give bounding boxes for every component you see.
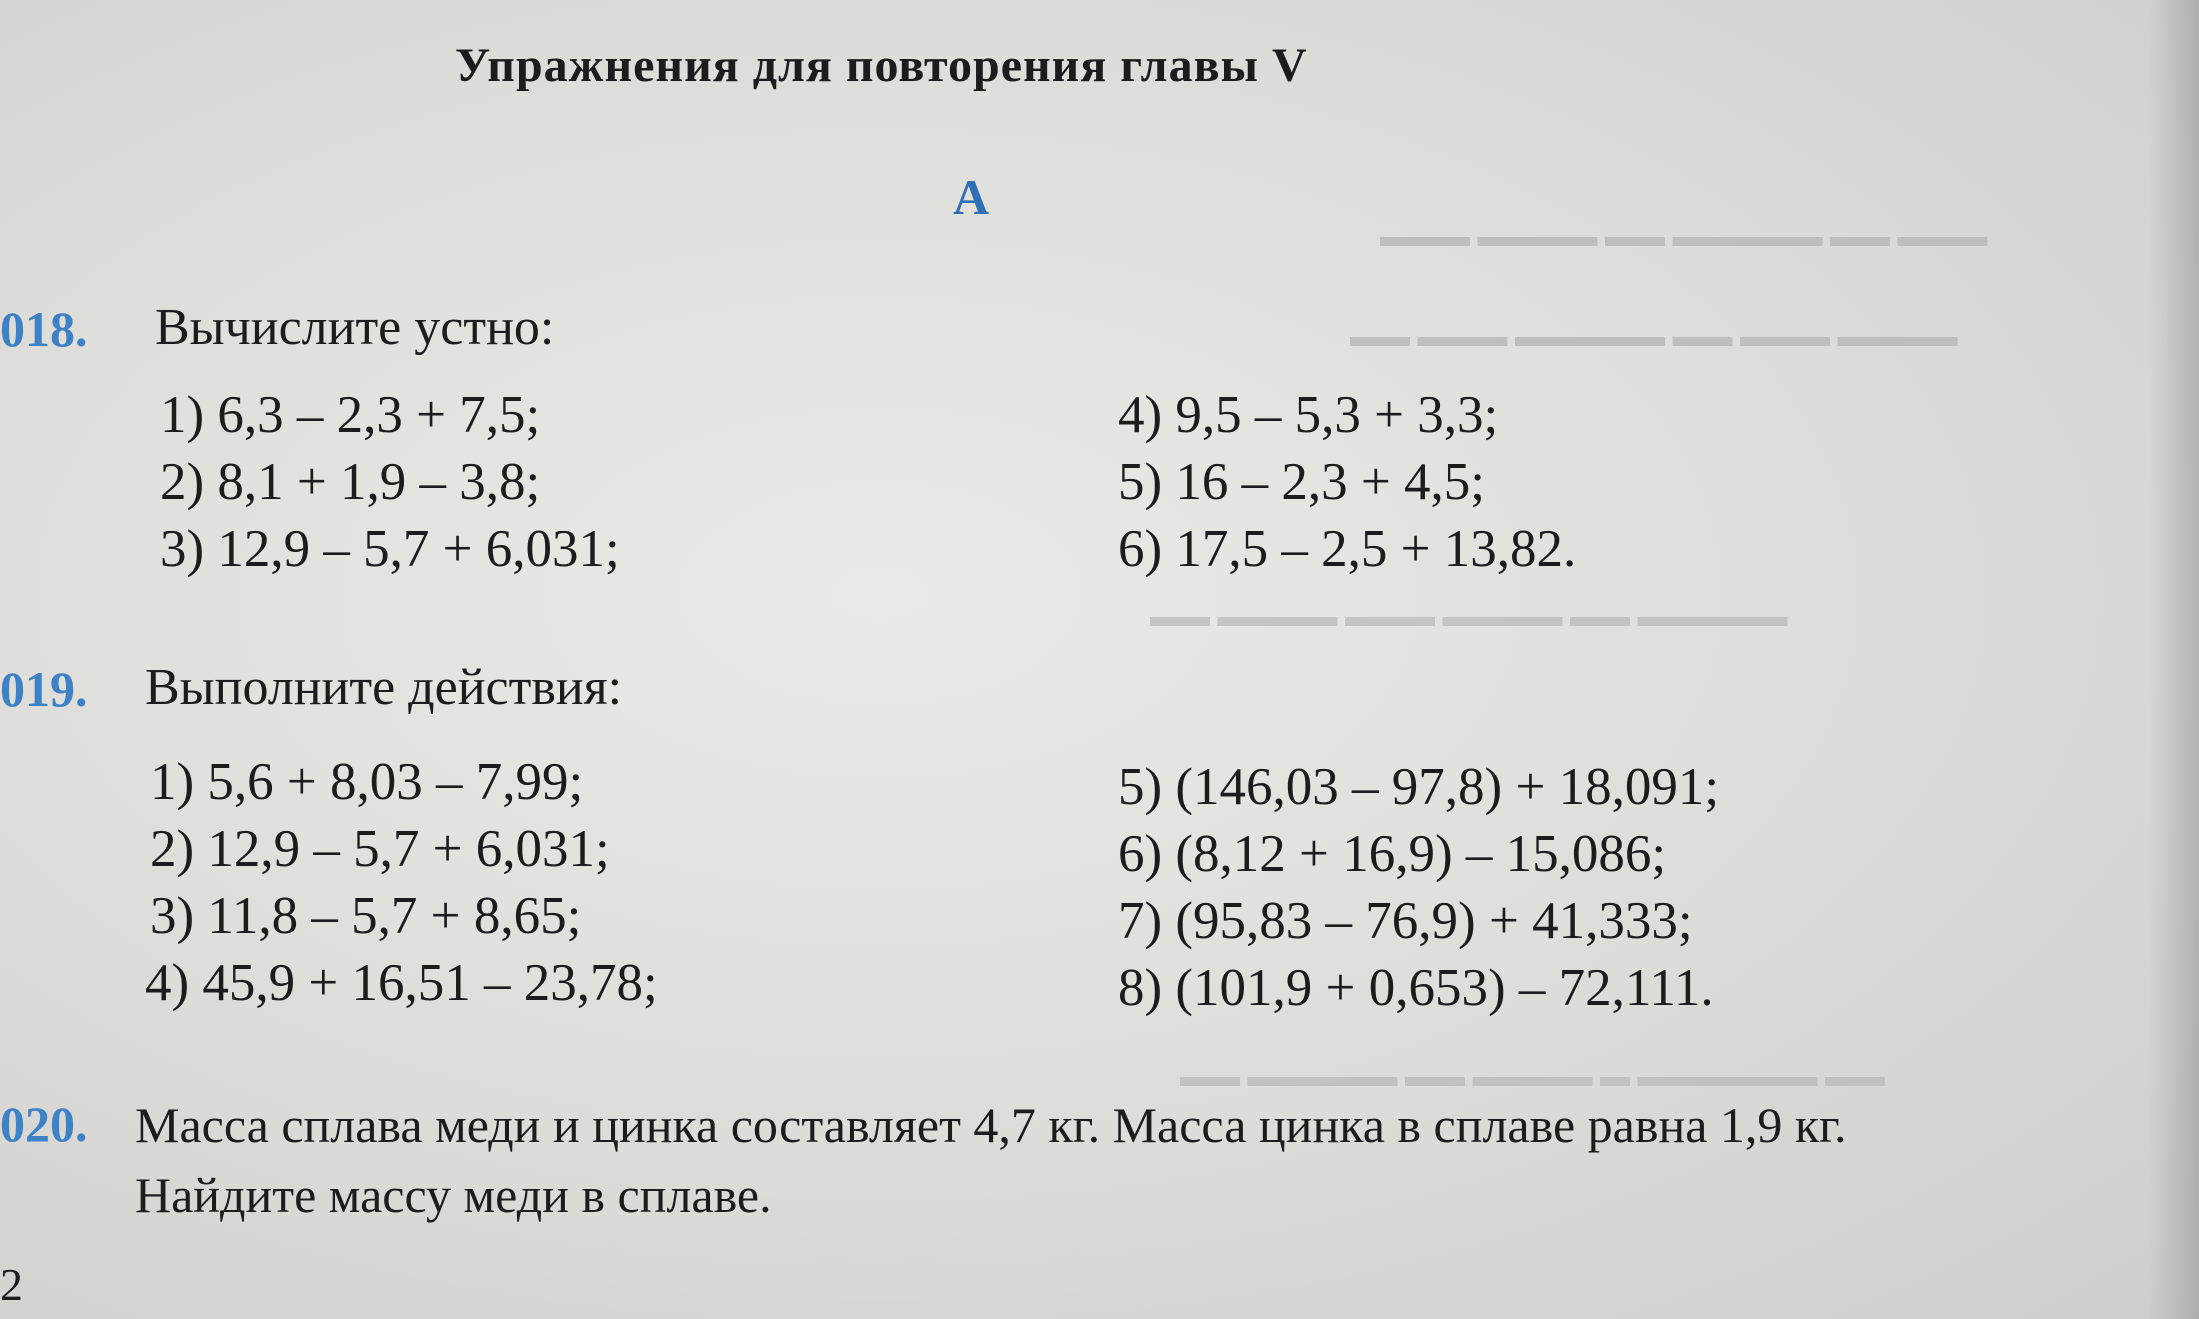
expression-item: 2) 12,9 – 5,7 + 6,031; [150, 820, 610, 878]
exercise-number: 019. [0, 661, 88, 717]
expression-item: 6) 17,5 – 2,5 + 13,82. [1118, 520, 1577, 578]
expression-item: 5) (146,03 – 97,8) + 18,091; [1118, 758, 1720, 816]
page-number: 2 [0, 1259, 23, 1310]
exercise-prompt: Выполните действия: [145, 659, 623, 716]
bleed-through-texture: ▬▬▬▬ ▬▬▬ ▬▬ ▬▬▬▬▬ ▬▬▬ ▬▬ [1350, 320, 1958, 353]
expression-item: 7) (95,83 – 76,9) + 41,333; [1118, 892, 1693, 950]
exercise-prompt: Вычислите устно: [155, 299, 555, 356]
expression-item: 3) 11,8 – 5,7 + 8,65; [150, 887, 582, 945]
expression-item: 6) (8,12 + 16,9) – 15,086; [1118, 825, 1667, 883]
expression-item: 3) 12,9 – 5,7 + 6,031; [160, 520, 620, 578]
expression-item: 1) 6,3 – 2,3 + 7,5; [160, 386, 541, 444]
bleed-through-texture: ▬▬▬ ▬▬ ▬▬▬▬▬ ▬▬ ▬▬▬▬ ▬▬▬ [1380, 220, 1988, 253]
bleed-through-texture: ▬▬▬▬▬ ▬▬ ▬▬▬▬ ▬▬▬ ▬▬▬▬ ▬▬ [1150, 600, 1788, 633]
bleed-through-texture: ▬▬ ▬▬▬▬▬▬ ▬ ▬▬▬▬ ▬▬ ▬▬▬▬▬ ▬▬ [1180, 1060, 1885, 1093]
exercise-number: 018. [0, 301, 88, 357]
exercise-number: 020. [0, 1096, 88, 1152]
expression-item: 5) 16 – 2,3 + 4,5; [1118, 453, 1486, 511]
page-edge-shadow [2149, 0, 2199, 1319]
expression-item: 8) (101,9 + 0,653) – 72,111. [1118, 959, 1714, 1017]
word-problem-text: Масса сплава меди и цинка составляет 4,7 кг. Масса цинка в сплаве равна 1,9 кг. Найдите массу меди в сплаве. [135, 1097, 1847, 1223]
expression-item: 4) 9,5 – 5,3 + 3,3; [1118, 386, 1499, 444]
section-letter: А [953, 169, 990, 225]
expression-item: 2) 8,1 + 1,9 – 3,8; [160, 453, 541, 511]
page-title: Упражнения для повторения главы V [455, 39, 1308, 92]
expression-item: 4) 45,9 + 16,51 – 23,78; [145, 954, 658, 1012]
expression-item: 1) 5,6 + 8,03 – 7,99; [150, 753, 584, 811]
